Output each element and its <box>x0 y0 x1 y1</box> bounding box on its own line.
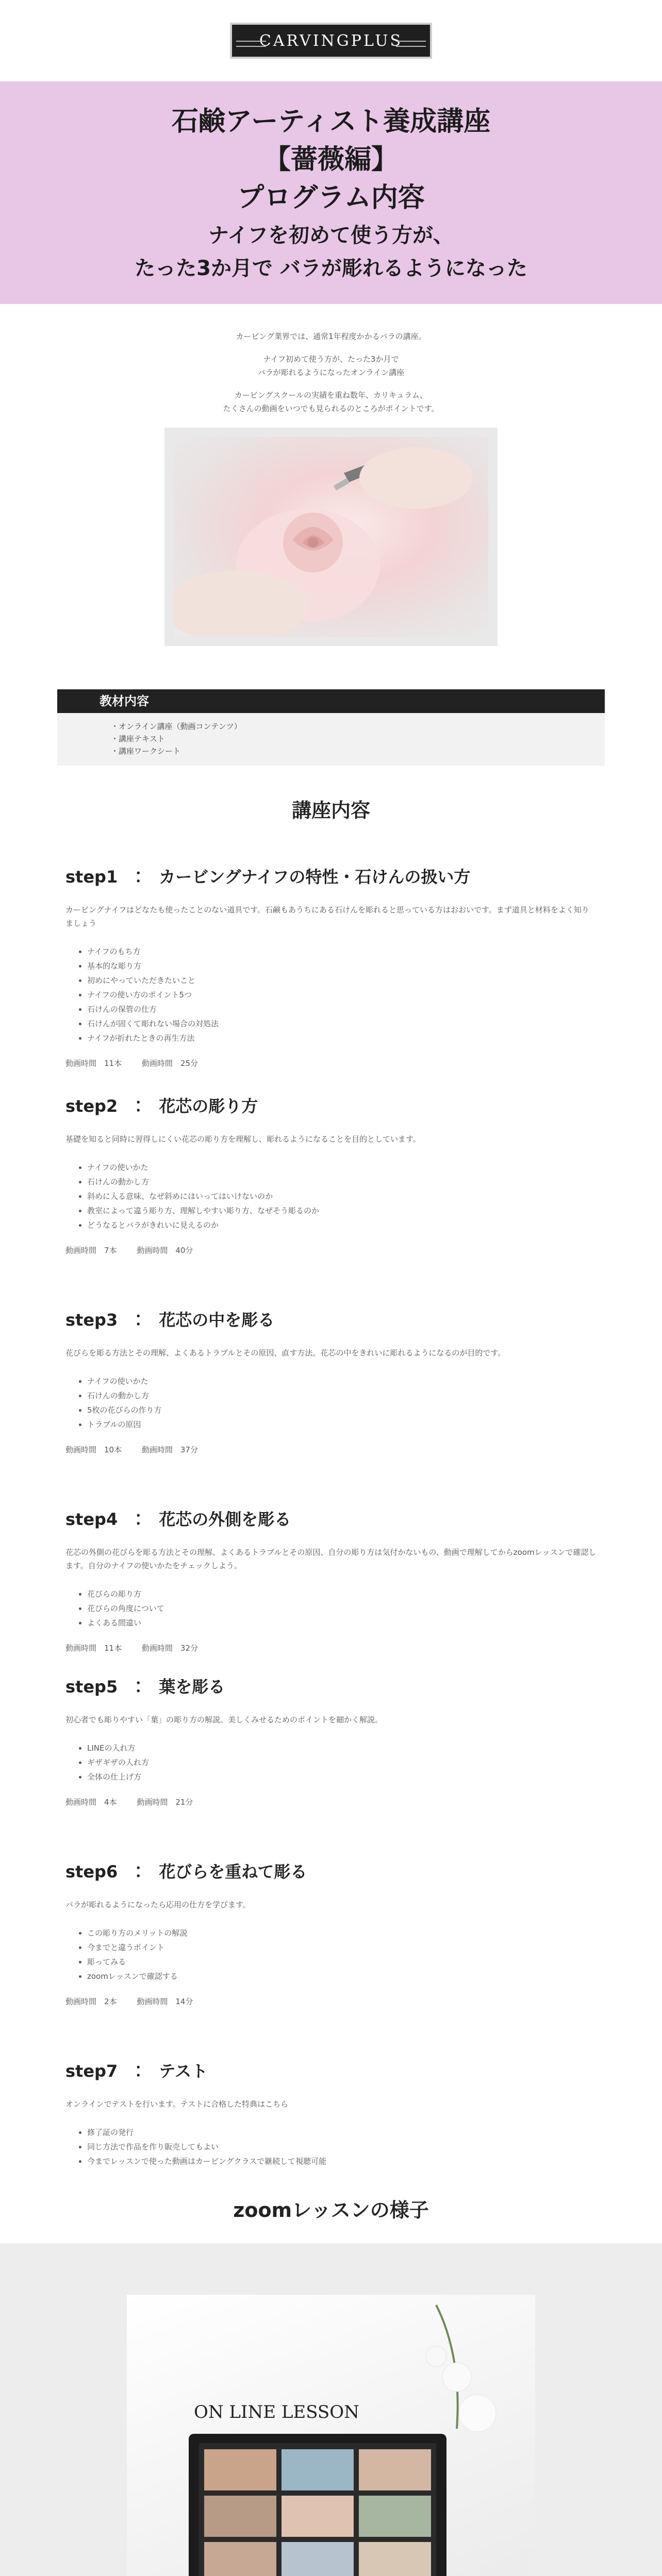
step-topic: • ナイフのもち方 <box>87 944 597 959</box>
step-video-meta <box>65 1797 597 1807</box>
intro-paragraph: カービングスクールの実績を重ね数年、カリキュラム、 たくさんの動画をいつでも見られるのところがポイントです。 <box>223 391 439 413</box>
step-description: 初心者でも彫りやすい「葉」の彫り方の解説。美しくみせるためのポイントを細かく解説。 <box>65 1715 383 1724</box>
step-title: step5 ： 葉を彫る <box>65 1677 225 1697</box>
video-duration: 動画時間 21分 <box>137 1798 193 1807</box>
step-topic: • 基本的な彫り方 <box>87 959 597 973</box>
rose-carving-illustration <box>174 437 488 637</box>
step-5 <box>65 1674 597 1807</box>
step-title: step3 ： 花芯の中を彫る <box>65 1310 275 1330</box>
hero-subtitle-line-1: ナイフを初めて使う方が、 <box>208 224 454 247</box>
step-topic: • 彫ってみる <box>87 1955 597 1969</box>
laptop-illustration <box>127 2295 535 2576</box>
online-lesson-caption: ON LINE LESSON <box>194 2402 359 2422</box>
step-topics <box>65 1160 597 1232</box>
video-duration: 動画時間 37分 <box>141 1445 198 1454</box>
step-6 <box>65 1859 597 2007</box>
step-topic: • 修了証の発行 <box>87 2125 597 2140</box>
rose-carving-photo-frame <box>164 428 498 646</box>
video-count: 動画時間 7本 <box>65 1246 117 1255</box>
step-7 <box>65 2058 597 2168</box>
intro-section <box>0 304 662 415</box>
step-topic: • 5枚の花びらの作り方 <box>87 1403 597 1417</box>
step-description: カービングナイフはどなたも使ったことのない道具です。石鹸もあうちにある石けんを彫れると思っている方はおおいです。まず道具と材料をよく知りましょう <box>65 905 589 928</box>
step-topic: • 花びらの角度について <box>87 1601 597 1616</box>
materials-section <box>57 689 605 766</box>
step-topic: • 全体の仕上げ方 <box>87 1770 597 1784</box>
step-description: オンラインでテストを行います。テストに合格した特典はこちら <box>65 2099 289 2109</box>
step-topic: • zoomレッスンで確認する <box>87 1969 597 1984</box>
step-topic: • 石けんの保管の仕方 <box>87 1002 597 1016</box>
step-video-meta <box>65 1996 597 2007</box>
step-topic: • LINEの入れ方 <box>87 1741 597 1755</box>
video-duration: 動画時間 25分 <box>141 1059 198 1068</box>
step-topics <box>65 1374 597 1432</box>
video-duration: 動画時間 14分 <box>137 1997 193 2006</box>
step-title: step4 ： 花芯の外側を彫る <box>65 1510 291 1529</box>
step-topic: • 教室によって違う彫り方、理解しやすい彫り方、なぜそう彫るのか <box>87 1204 597 1218</box>
video-count: 動画時間 10本 <box>65 1445 122 1454</box>
video-duration: 動画時間 32分 <box>141 1643 198 1653</box>
hero-banner <box>0 81 662 304</box>
steps-list <box>65 864 597 2168</box>
materials-heading: 教材内容 <box>57 689 605 713</box>
step-description: 花びらを彫る方法とその理解、よくあるトラブルとその原因、直す方法。花芯の中をきれいに彫れるようになるのが目的です。 <box>65 1348 506 1358</box>
materials-list <box>57 713 605 766</box>
materials-item: ・講座テキスト <box>111 734 165 743</box>
step-3 <box>65 1307 597 1455</box>
step-topic: • ナイフの使いかた <box>87 1160 597 1175</box>
step-topics <box>65 1926 597 1984</box>
step-topics <box>65 944 597 1045</box>
step-title: step7 ： テスト <box>65 2061 208 2081</box>
step-video-meta <box>65 1058 597 1069</box>
step-description: 基礎を知ると同時に習得しにくい花芯の彫り方を理解し、彫れるようになることを目的としています。 <box>65 1134 421 1144</box>
video-count: 動画時間 11本 <box>65 1643 122 1653</box>
step-topic: • 今までレッスンで使った動画はカービングクラスで継続して視聴可能 <box>87 2154 597 2168</box>
zoom-lesson-section <box>0 2243 662 2576</box>
zoom-lesson-heading: zoomレッスンの様子 <box>233 2199 429 2222</box>
step-topic: • どうなるとバラがきれいに見えるのか <box>87 1218 597 1232</box>
step-topic: • この彫り方のメリットの解説 <box>87 1926 597 1940</box>
step-topic: • ナイフの使い方のポイント5つ <box>87 988 597 1002</box>
step-topic: • ナイフの使いかた <box>87 1374 597 1388</box>
step-topic: • ナイフが折れたときの再生方法 <box>87 1031 597 1045</box>
step-description: バラが彫れるようになったら応用の仕方を学びます。 <box>65 1900 251 1909</box>
step-1 <box>65 864 597 1069</box>
hero-title-line-1: 石鹸アーティスト養成講座 <box>171 106 491 137</box>
step-video-meta <box>65 1245 597 1256</box>
rose-carving-photo <box>174 437 488 637</box>
step-topic: • 今までと違うポイント <box>87 1940 597 1955</box>
step-topic: • ギザギザの入れ方 <box>87 1755 597 1770</box>
video-duration: 動画時間 40分 <box>137 1246 193 1255</box>
step-4 <box>65 1506 597 1653</box>
step-title: step2 ： 花芯の彫り方 <box>65 1096 258 1116</box>
step-topic: • 石けんが固くて彫れない場合の対処法 <box>87 1016 597 1031</box>
step-topic: • 石けんの動かし方 <box>87 1388 597 1403</box>
step-topic: • トラブルの原因 <box>87 1417 597 1432</box>
step-description: 花芯の外側の花びらを彫る方法とその理解、よくあるトラブルとその原因、自分の彫り方は気付かないもの、動画で理解してからzoomレッスンで確認します。自分のナイフの使いかたをチェックしよう。 <box>65 1548 597 1570</box>
step-topic: • 同じ方法で作品を作り販売してもよい <box>87 2140 597 2154</box>
step-topic: • 斜めに入る意味、なぜ斜めにはいってはいけないのか <box>87 1189 597 1204</box>
step-2 <box>65 1093 597 1256</box>
step-topic: • 花びらの彫り方 <box>87 1587 597 1601</box>
step-topics <box>65 1741 597 1784</box>
step-title: step6 ： 花びらを重ねて彫る <box>65 1862 307 1882</box>
step-title: step1 ： カービングナイフの特性・石けんの扱い方 <box>65 867 471 887</box>
course-content-heading: 講座内容 <box>291 799 370 822</box>
step-video-meta <box>65 1642 597 1653</box>
intro-paragraph: カービング業界では、通常1年程度かかるバラの講座。 <box>236 332 426 341</box>
materials-item: ・オンライン講座（動画コンテンツ） <box>111 722 242 731</box>
step-video-meta <box>65 1444 597 1455</box>
step-topics <box>65 1587 597 1630</box>
intro-paragraph: ナイフ初めて使う方が、たった3か月で バラが彫れるようになったオンライン講座 <box>257 354 405 377</box>
step-topic: • 初めにやっていただきたいこと <box>87 973 597 988</box>
logo-bar <box>0 0 662 81</box>
step-topics <box>65 2125 597 2168</box>
step-topic: • 石けんの動かし方 <box>87 1175 597 1189</box>
zoom-lesson-photo <box>127 2295 535 2576</box>
video-count: 動画時間 11本 <box>65 1059 122 1068</box>
video-count: 動画時間 4本 <box>65 1798 117 1807</box>
brand-logo[interactable]: CARVINGPLUS <box>230 23 432 59</box>
hero-title-line-2: 【薔薇編】 <box>263 144 398 175</box>
hero-subtitle-line-2: たった3か月で バラが彫れるようになった <box>135 257 527 280</box>
video-count: 動画時間 2本 <box>65 1997 117 2006</box>
step-topic: • よくある間違い <box>87 1616 597 1630</box>
materials-item: ・講座ワークシート <box>111 747 181 756</box>
hero-title-line-3: プログラム内容 <box>237 182 425 213</box>
